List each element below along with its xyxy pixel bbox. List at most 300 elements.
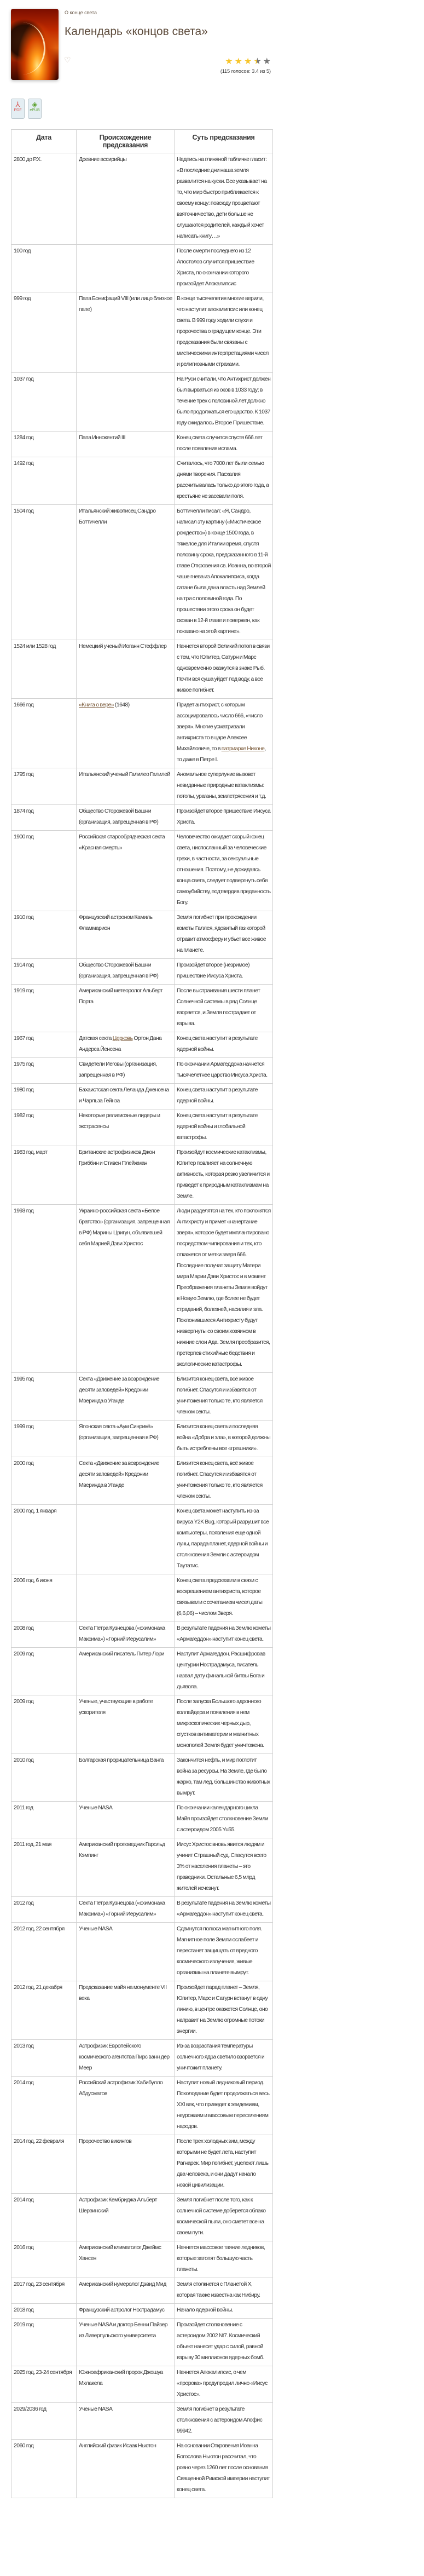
cell-origin bbox=[77, 292, 175, 373]
favorite-heart-icon[interactable]: ♡ bbox=[64, 55, 71, 64]
cell-text: Французский астролог Нострадамус bbox=[79, 2307, 165, 2313]
cell-text: Из-за возрастания температуры солнечного ядра светило взорвется и уничтожит планету. bbox=[177, 2043, 265, 2071]
cell-origin bbox=[77, 432, 175, 457]
cell-origin bbox=[77, 2241, 175, 2278]
table-row bbox=[11, 2440, 273, 2498]
cell-origin bbox=[77, 2403, 175, 2440]
table-row bbox=[11, 1648, 273, 1695]
cell-essence bbox=[175, 640, 273, 699]
cell-text: Конец света может наступить из-за вируса Y2K Bug, который разрушит все компьютеры, появления еще одной луны, парада планет, ядерной войны и столкновения Земли с астероидом Таутатис. bbox=[177, 1508, 269, 1569]
cell-text: Папа Бонифаций VIII (или лицо близкое папе) bbox=[79, 296, 172, 313]
cell-date bbox=[11, 1084, 77, 1109]
cell-origin bbox=[77, 1981, 175, 2040]
cell-origin bbox=[77, 699, 175, 768]
cell-text: Бахаистская секта Леланда Дженсена и Чарльза Гейнза bbox=[79, 1087, 169, 1104]
cell-date bbox=[11, 1838, 77, 1897]
cell-text: Земля погибнет после того, как к солнечной системе доберется облако космической пыли, оно сметет все на своем пути. bbox=[177, 2197, 266, 2236]
download-pdf-button[interactable] bbox=[11, 99, 25, 119]
cell-text: 1284 год bbox=[14, 435, 34, 441]
cell-essence bbox=[175, 1457, 273, 1505]
cell-date bbox=[11, 2319, 77, 2366]
cell-text: 1504 год bbox=[14, 508, 34, 514]
cell-text: 999 год bbox=[14, 296, 31, 302]
table-row bbox=[11, 959, 273, 985]
cell-text: 2016 год bbox=[14, 2245, 34, 2251]
cell-essence bbox=[175, 1032, 273, 1058]
star-icon-5[interactable]: ★ bbox=[263, 57, 271, 66]
cell-text: Произойдут космические катаклизмы, Юпитер повлияет на солнечную активность, которая резко увеличится и приведет к природным катаклизмам на Земле. bbox=[177, 1149, 270, 1199]
cell-origin bbox=[77, 911, 175, 959]
table-row bbox=[11, 1205, 273, 1373]
cell-text: Наступит Армагеддон. Расшифровав центурии Нострадамуса, писатель назвал дату финальной битвы Бога и дьявола. bbox=[177, 1651, 265, 1690]
cell-text: Земля погибнет в результате столкновения с астероидом Апофис 99942. bbox=[177, 2406, 263, 2434]
cell-date bbox=[11, 2403, 77, 2440]
cell-essence bbox=[175, 911, 273, 959]
cell-date bbox=[11, 2135, 77, 2194]
cell-essence bbox=[175, 1981, 273, 2040]
table-row bbox=[11, 1032, 273, 1058]
rating-stars[interactable] bbox=[220, 57, 271, 67]
cell-origin bbox=[77, 1084, 175, 1109]
cell-text: Пророчество викингов bbox=[79, 2138, 132, 2144]
cell-essence bbox=[175, 245, 273, 292]
cell-origin bbox=[77, 153, 175, 245]
cell-text: 2013 год bbox=[14, 2043, 34, 2049]
epub-label: ePUB bbox=[30, 108, 40, 112]
cell-text: Аномальное суперлуние вызовет невиданные природные катаклизмы: потопы, ураганы, землетрясения и т.д. bbox=[177, 772, 266, 800]
cell-text: Считалось, что 7000 лет были семью днями творения. Пасхалия рассчитывалась только до этого года, а крестьяне не засевали поля. bbox=[177, 461, 269, 499]
table-row bbox=[11, 1622, 273, 1648]
cell-date bbox=[11, 2194, 77, 2241]
cell-text: 1874 год bbox=[14, 808, 34, 814]
cell-date bbox=[11, 1695, 77, 1754]
table-row bbox=[11, 1505, 273, 1574]
cell-essence bbox=[175, 2194, 273, 2241]
cell-text: 1795 год bbox=[14, 772, 34, 778]
cell-text: 2019 год bbox=[14, 2322, 34, 2328]
table-row bbox=[11, 373, 273, 432]
table-row bbox=[11, 2304, 273, 2319]
cell-text: Общество Сторожевой Башни (организация, запрещенная в РФ) bbox=[79, 808, 159, 825]
cell-essence bbox=[175, 805, 273, 831]
cell-text: Произойдет парад планет – Земля, Юпитер, Марс и Сатурн встанут в одну линию, в центре окажется Солнце, оно направит на Землю огромные потоки энергии. bbox=[177, 1985, 268, 2034]
cell-essence bbox=[175, 2319, 273, 2366]
cell-text: 1666 год bbox=[14, 702, 34, 708]
cell-origin bbox=[77, 505, 175, 640]
cell-date bbox=[11, 505, 77, 640]
table-header-row bbox=[11, 130, 273, 153]
cell-date bbox=[11, 985, 77, 1032]
table-row bbox=[11, 768, 273, 805]
cell-text: По окончании календарного цикла Майя произойдет столкновение Земли с астероидом 2005 Yu55. bbox=[177, 1805, 268, 1833]
table-row bbox=[11, 1897, 273, 1923]
cell-date bbox=[11, 1802, 77, 1838]
table-row bbox=[11, 1058, 273, 1084]
cell-text: 2014 год, 22 февраля bbox=[14, 2138, 64, 2144]
cell-essence bbox=[175, 699, 273, 768]
table-row bbox=[11, 1084, 273, 1109]
cell-text: Ученые NASA bbox=[79, 1926, 113, 1932]
table-row bbox=[11, 245, 273, 292]
cell-origin bbox=[77, 2278, 175, 2304]
rating-widget bbox=[220, 57, 271, 74]
cell-text: Британские астрофизиков Джон Гриббин и Стивен Плейжман bbox=[79, 1149, 155, 1166]
cell-date bbox=[11, 1505, 77, 1574]
cell-text: На Руси считали, что Антихрист должен был вырваться из оков в 1033 году; в течение трех с половиной лет должно было продолжаться его царство. К 1037 году ожидалось Второе Пришествие. bbox=[177, 376, 271, 426]
cell-origin bbox=[77, 245, 175, 292]
cell-origin bbox=[77, 373, 175, 432]
cell-text: Астрофизик Кембриджа Альберт Шервинский bbox=[79, 2197, 157, 2214]
cell-essence bbox=[175, 831, 273, 911]
cell-essence bbox=[175, 1574, 273, 1622]
cell-text: Американский писатель Питер Лори bbox=[79, 1651, 165, 1657]
cell-essence bbox=[175, 2366, 273, 2403]
cell-text: Российская старообрядческая секта «Красная смерть» bbox=[79, 834, 165, 851]
cell-date bbox=[11, 2241, 77, 2278]
cell-essence bbox=[175, 1505, 273, 1574]
cell-text: Надпись на глиняной табличке гласит: «В последние дни наша земля развалится на куски. Все указывает на то, что мир быстро приближается к своему концу: повсюду процветают взяточничество, дети больше не слушаются родителей, каждый хочет написать книгу…» bbox=[177, 157, 267, 239]
table-row bbox=[11, 1421, 273, 1457]
cell-text: Ученые, участвующие в работе ускорителя bbox=[79, 1699, 153, 1716]
cell-text: 2014 год bbox=[14, 2197, 34, 2203]
article-cover-image bbox=[11, 9, 59, 80]
column-header-essence: Суть предсказания bbox=[175, 130, 273, 153]
cell-text: 2800 до Р.Х. bbox=[14, 157, 42, 163]
cell-text: В конце тысячелетия многие верили, что наступит апокалипсис или конец света. В 999 году ходили слухи и пророчества о грядущем конце. Эти предсказания были связаны с мистическими интерпретациями чисел и религиозными страхами. bbox=[177, 296, 269, 367]
table-row bbox=[11, 640, 273, 699]
cell-origin bbox=[77, 1109, 175, 1146]
cell-text: 1914 год bbox=[14, 962, 34, 968]
cell-text: Земля погибнет при прохождении кометы Галлея, ядовитый газ которой отравит атмосферу и убьет все живое на планете. bbox=[177, 915, 266, 953]
cell-essence bbox=[175, 2304, 273, 2319]
cell-origin bbox=[77, 1695, 175, 1754]
cell-text: Близится конец света, всё живое погибнет. Спасутся и избавятся от уничтожения только те, кто является членом секты. bbox=[177, 1376, 263, 1415]
cell-date bbox=[11, 1754, 77, 1802]
cell-text: Конец света предсказали в связи с воскрешением антихриста, которое связывали с сочетанием чисел даты (6,6,06) – числом Зверя. bbox=[177, 1578, 263, 1617]
table-row bbox=[11, 292, 273, 373]
cell-origin bbox=[77, 640, 175, 699]
cell-text: Болгарская прорицательница Ванга bbox=[79, 1757, 164, 1763]
cell-text: В результате падения на Землю кометы «Армагеддон» наступит конец света. bbox=[177, 1625, 271, 1642]
table-row bbox=[11, 1838, 273, 1897]
table-row bbox=[11, 1574, 273, 1622]
cell-essence bbox=[175, 768, 273, 805]
cell-text: Конец света наступит в результате ядерной войны. bbox=[177, 1087, 258, 1104]
cell-text: Астрофизик Европейского космического агентства Пирс ванн дер Меер bbox=[79, 2043, 170, 2071]
cell-date bbox=[11, 1457, 77, 1505]
cell-text: Начало ядерной войны. bbox=[177, 2307, 234, 2313]
cell-text: Ученые NASA bbox=[79, 1805, 113, 1811]
cell-origin bbox=[77, 1648, 175, 1695]
cell-origin bbox=[77, 805, 175, 831]
cell-essence bbox=[175, 373, 273, 432]
cell-origin bbox=[77, 2319, 175, 2366]
cell-text: 1982 год bbox=[14, 1113, 34, 1119]
cell-date bbox=[11, 1146, 77, 1205]
cell-date bbox=[11, 831, 77, 911]
cell-origin bbox=[77, 1754, 175, 1802]
cell-essence bbox=[175, 1838, 273, 1897]
cell-text: 2012 год, 21 декабря bbox=[14, 1985, 62, 1991]
cell-essence bbox=[175, 2135, 273, 2194]
cell-text: Секта «Движение за возрождение десяти заповедей» Кредонии Мверинда в Уганде bbox=[79, 1461, 160, 1488]
table-row bbox=[11, 1373, 273, 1421]
cell-text: 2010 год bbox=[14, 1757, 34, 1763]
cell-essence bbox=[175, 1802, 273, 1838]
cell-date bbox=[11, 640, 77, 699]
cell-origin bbox=[77, 985, 175, 1032]
cell-text: 1995 год bbox=[14, 1376, 34, 1382]
table-row bbox=[11, 2319, 273, 2366]
cell-text: Итальянский ученый Галилео Галилей bbox=[79, 772, 170, 778]
cell-text: Конец света наступит в результате ядерной войны. bbox=[177, 1036, 258, 1053]
cell-essence bbox=[175, 1421, 273, 1457]
cell-date bbox=[11, 2077, 77, 2135]
cell-text: Секта Петра Кузнецова («схимонаха Максима») «Горний Иерусалим» bbox=[79, 1900, 165, 1917]
cell-date bbox=[11, 911, 77, 959]
cell-text: Японская секта «Аум Синрикё» (организация, запрещенная в РФ) bbox=[79, 1424, 159, 1441]
cell-essence bbox=[175, 1058, 273, 1084]
cell-text: 2014 год bbox=[14, 2080, 34, 2086]
cell-text: 1975 год bbox=[14, 1061, 34, 1067]
table-row bbox=[11, 1802, 273, 1838]
cell-origin bbox=[77, 1574, 175, 1622]
cell-text: 2029/2036 год bbox=[14, 2406, 47, 2412]
column-header-origin: Происхождение предсказания bbox=[77, 130, 175, 153]
cell-text: Придет антихрист, с которым ассоциировалось число 666, «число зверя». Многие усматривали антихриста то в царе Алексее Михайловиче, то в bbox=[177, 702, 263, 752]
cell-date bbox=[11, 153, 77, 245]
cell-text: 2006 год, 6 июня bbox=[14, 1578, 53, 1584]
cell-essence bbox=[175, 1205, 273, 1373]
cell-origin bbox=[77, 959, 175, 985]
cell-text: Российский астрофизик Хабибулло Абдусматов bbox=[79, 2080, 163, 2097]
cell-essence bbox=[175, 1923, 273, 1981]
cell-origin bbox=[77, 1802, 175, 1838]
cell-text: 2018 год bbox=[14, 2307, 34, 2313]
cell-text: Близится конец света, всё живое погибнет. Спасутся и избавятся от уничтожения только те, кто является членом секты. bbox=[177, 1461, 263, 1499]
star-icon-3[interactable]: ★ bbox=[243, 57, 252, 66]
cell-text: Ученые NASA и доктор Бенни Пайзер из Ливерпульского университета bbox=[79, 2322, 167, 2339]
table-row bbox=[11, 699, 273, 768]
cell-text: 1900 год bbox=[14, 834, 34, 840]
cell-essence bbox=[175, 985, 273, 1032]
cell-text: 2009 год bbox=[14, 1699, 34, 1705]
cell-text: , то даже в Петре I. bbox=[177, 746, 266, 763]
cell-text: Закончится нефть, и мир поглотит война за ресурсы. На Земле, где было жарко, там лед, большинство животных вымрут. bbox=[177, 1757, 270, 1796]
cell-text: (1648) bbox=[114, 702, 130, 708]
table-row bbox=[11, 1146, 273, 1205]
cell-text: Предсказание майя на монументе VII века bbox=[79, 1985, 167, 2002]
cell-text: Секта «Движение за возрождение десяти заповедей» Кредонии Мверинда в Уганде bbox=[79, 1376, 160, 1404]
table-row bbox=[11, 911, 273, 959]
table-row bbox=[11, 1981, 273, 2040]
cell-essence bbox=[175, 153, 273, 245]
cell-date bbox=[11, 292, 77, 373]
cell-text: Датская секта bbox=[79, 1036, 113, 1042]
star-icon-2[interactable]: ★ bbox=[234, 57, 242, 66]
article-header bbox=[0, 0, 424, 129]
table-body bbox=[11, 153, 273, 2498]
cell-date bbox=[11, 1981, 77, 2040]
cell-date bbox=[11, 1574, 77, 1622]
cell-origin bbox=[77, 1421, 175, 1457]
cell-text: Французский астроном Камиль Фламмарион bbox=[79, 915, 153, 932]
table-row bbox=[11, 2366, 273, 2403]
cell-text: 2025 год, 23-24 сентября bbox=[14, 2370, 72, 2376]
cell-text: Произойдет столкновение с астероидом 2002 Nt7. Космический объект нанесет удар с силой, равной взрыву 30 миллионов ядерных бомб. bbox=[177, 2322, 264, 2361]
cell-text: Ортон Дана Андерса Йенсена bbox=[79, 1036, 162, 1053]
download-epub-button[interactable] bbox=[28, 99, 42, 119]
cell-essence bbox=[175, 292, 273, 373]
cell-text: Южноафриканский пророк Джошуа Мхлакела bbox=[79, 2370, 163, 2387]
cell-essence bbox=[175, 432, 273, 457]
cell-origin bbox=[77, 2366, 175, 2403]
table-row bbox=[11, 831, 273, 911]
end-of-world-calendar-table bbox=[11, 129, 273, 2498]
cell-essence bbox=[175, 505, 273, 640]
cell-text: Конец света случится спустя 666 лет после появления ислама. bbox=[177, 435, 263, 452]
table-row bbox=[11, 457, 273, 505]
cell-date bbox=[11, 1032, 77, 1058]
cell-text: Человечество ожидает скорый конец света, ниспосланный за человеческие грехи, в частности, за сексуальные отношения. Поэтому, не дожидаясь конца света, следует подвергнуть себя самоубийству, подтвердив преданность Богу. bbox=[177, 834, 271, 906]
cell-text: Начнется второй Великий потоп в связи с тем, что Юпитер, Сатурн и Марс одновременно окажутся в знаке Рыб. Почти вся суша уйдет под воду, а все живое погибнет. bbox=[177, 643, 270, 693]
cell-text: Люди разделятся на тех, кто поклонятся Антихристу и примет «начертание зверя», которое будет имплантировано посредством чипирования и тех, кто откажется от метки зверя 666. Последние получат защиту Матери мира Марии Дэви Христос и в момент Преображения планеты Земля войдут в Новую Землю, где более не будет страданий, болезней, насилия и зла. Поклонившиеся Антихристу будут низвергнуты со своим хозяином в нижние слои Ада. Земля преобразится, претерпев стихийные бедствия и экологические катастрофы. bbox=[177, 1208, 271, 1367]
cell-date bbox=[11, 1058, 77, 1084]
table-row bbox=[11, 2403, 273, 2440]
cell-date bbox=[11, 2304, 77, 2319]
cell-origin bbox=[77, 2440, 175, 2498]
column-header-date: Дата bbox=[11, 130, 77, 153]
cell-text: На основании Откровения Иоанна Богослова Ньютон рассчитал, что ровно через 1260 лет после основания Священной Римской империи наступит конец света. bbox=[177, 2443, 270, 2493]
cell-date bbox=[11, 1622, 77, 1648]
table-row bbox=[11, 2194, 273, 2241]
cell-date bbox=[11, 768, 77, 805]
cell-text: Общество Сторожевой Башни (организация, запрещенная в РФ) bbox=[79, 962, 159, 979]
cell-date bbox=[11, 432, 77, 457]
table-row bbox=[11, 1695, 273, 1754]
cell-text: Некоторые религиозные лидеры и экстрасенсы bbox=[79, 1113, 160, 1130]
table-row bbox=[11, 805, 273, 831]
cell-essence bbox=[175, 1648, 273, 1695]
cell-essence bbox=[175, 1754, 273, 1802]
cell-origin bbox=[77, 2135, 175, 2194]
cell-text: 1492 год bbox=[14, 461, 34, 467]
cell-text: Близится конец света и последняя война «Добра и зла», в которой должны быть истреблены все «грешники». bbox=[177, 1424, 271, 1452]
cell-text: 1967 год bbox=[14, 1036, 34, 1042]
cell-date bbox=[11, 1205, 77, 1373]
cell-origin bbox=[77, 1923, 175, 1981]
cell-text: 1980 год bbox=[14, 1087, 34, 1093]
cell-text: 2012 год, 22 сентября bbox=[14, 1926, 65, 1932]
breadcrumb-link[interactable]: О конце света bbox=[65, 10, 97, 15]
cell-date bbox=[11, 1923, 77, 1981]
cell-text: Ученые NASA bbox=[79, 2406, 113, 2412]
cell-text: Конец света наступит в результате ядерной войны и глобальной катастрофы. bbox=[177, 1113, 258, 1141]
cell-date bbox=[11, 2278, 77, 2304]
cell-origin bbox=[77, 1897, 175, 1923]
table-row bbox=[11, 985, 273, 1032]
cell-essence bbox=[175, 2440, 273, 2498]
cell-essence bbox=[175, 2278, 273, 2304]
cell-text: Начнется массовое таяние ледников, которые затопят большую часть планеты. bbox=[177, 2245, 265, 2273]
cell-origin bbox=[77, 831, 175, 911]
cell-essence bbox=[175, 1109, 273, 1146]
cell-date bbox=[11, 1648, 77, 1695]
cell-essence bbox=[175, 2403, 273, 2440]
page-title: Календарь «концов света» bbox=[65, 25, 208, 38]
cell-text: Наступит новый ледниковый период. Похолодание будет продолжаться весь XXI век, что приведет к эпидемиям, неурожаям и массовым переселениям народов. bbox=[177, 2080, 270, 2130]
star-icon-1[interactable]: ★ bbox=[225, 57, 233, 66]
cell-essence bbox=[175, 2040, 273, 2077]
cell-text: После трех холодных зим, между которыми не будет лета, наступит Рагнарек. Мир погибнет, уцелеют лишь два человека, и они дадут начало новой цивилизации. bbox=[177, 2138, 269, 2188]
cell-date bbox=[11, 959, 77, 985]
cell-origin bbox=[77, 1032, 175, 1058]
cell-text: 1910 год bbox=[14, 915, 34, 921]
cell-text: После запуска Большого адронного коллайдера и появления в нем микроскопических черных дыр, сгустков антиматерии и магнитных монополей Земля будет уничтожена. bbox=[177, 1699, 264, 1749]
cell-text: 1524 или 1528 год bbox=[14, 643, 56, 649]
table-row bbox=[11, 1923, 273, 1981]
table-row bbox=[11, 2077, 273, 2135]
cell-text: 2060 год bbox=[14, 2443, 34, 2449]
cell-text: Американский климатолог Джеймс Хансен bbox=[79, 2245, 161, 2262]
cell-text: Украино-российская секта «Белое братство» (организация, запрещенная в РФ) Марины Цвигун, объявившей себя Марией Дэви Христос bbox=[79, 1208, 170, 1247]
planet-arc-decoration bbox=[11, 22, 45, 74]
pdf-icon: ⅄ bbox=[15, 100, 20, 108]
inline-link[interactable]: патриархе Никоне bbox=[221, 746, 265, 752]
inline-link[interactable]: «Книга о вере» bbox=[79, 702, 114, 708]
cell-text: Немецкий ученый Иоганн Стеффлер bbox=[79, 643, 167, 649]
cell-date bbox=[11, 245, 77, 292]
cell-text: Итальянский живописец Сандро Боттичелли bbox=[79, 508, 156, 525]
cell-origin bbox=[77, 1838, 175, 1897]
cell-text: Американский проповедник Гарольд Кэмпинг bbox=[79, 1842, 165, 1859]
cell-origin bbox=[77, 1622, 175, 1648]
inline-link[interactable]: Церковь bbox=[112, 1036, 133, 1042]
cell-text: Древние ассирийцы bbox=[79, 157, 127, 163]
table-row bbox=[11, 2241, 273, 2278]
table-row bbox=[11, 432, 273, 457]
cell-date bbox=[11, 1421, 77, 1457]
cell-text: Секта Петра Кузнецова («схимонаха Максима») «Горний Иерусалим» bbox=[79, 1625, 165, 1642]
cell-essence bbox=[175, 1897, 273, 1923]
cell-date bbox=[11, 1373, 77, 1421]
cell-text: 2011 год bbox=[14, 1805, 33, 1811]
table-row bbox=[11, 1457, 273, 1505]
cell-essence bbox=[175, 1622, 273, 1648]
table-row bbox=[11, 1754, 273, 1802]
cell-text: 1993 год bbox=[14, 1208, 34, 1214]
table-row bbox=[11, 153, 273, 245]
pdf-label: PDF bbox=[14, 108, 22, 112]
star-icon-4[interactable]: ★ bbox=[253, 57, 262, 66]
cell-text: По окончании Армагеддона начнется тысячелетнее царство Иисуса Христа. bbox=[177, 1061, 268, 1078]
cell-text: Папа Иннокентий III bbox=[79, 435, 125, 441]
cell-text: Свидетели Иеговы (организация, запрещенная в РФ) bbox=[79, 1061, 157, 1078]
cell-text: Земля столкнется с Планетой X, которая также известна как Нибиру. bbox=[177, 2281, 260, 2298]
cell-origin bbox=[77, 1373, 175, 1421]
cell-text: Сдвинутся полюса магнитного поля. Магнитное поле Земли ослабеет и перестанет защищать от вредного космического излучения, живые организмы на планете вымрут. bbox=[177, 1926, 262, 1976]
cell-essence bbox=[175, 959, 273, 985]
cell-text: Начнется Апокалипсис, о чем «пророка» предупредил лично «Иисус Христос». bbox=[177, 2370, 268, 2397]
cell-text: 1919 год bbox=[14, 988, 34, 994]
cell-date bbox=[11, 699, 77, 768]
cell-text: 2000 год, 1 января bbox=[14, 1508, 57, 1514]
cell-essence bbox=[175, 1373, 273, 1421]
table-row bbox=[11, 2040, 273, 2077]
cell-essence bbox=[175, 1146, 273, 1205]
cell-date bbox=[11, 2040, 77, 2077]
cell-text: Иисус Христос вновь явится людям и учинит Страшный суд. Спасутся всего 3% от населения планеты – это праведники. Остальные 6,5 млрд жителей исчезнут. bbox=[177, 1842, 266, 1891]
